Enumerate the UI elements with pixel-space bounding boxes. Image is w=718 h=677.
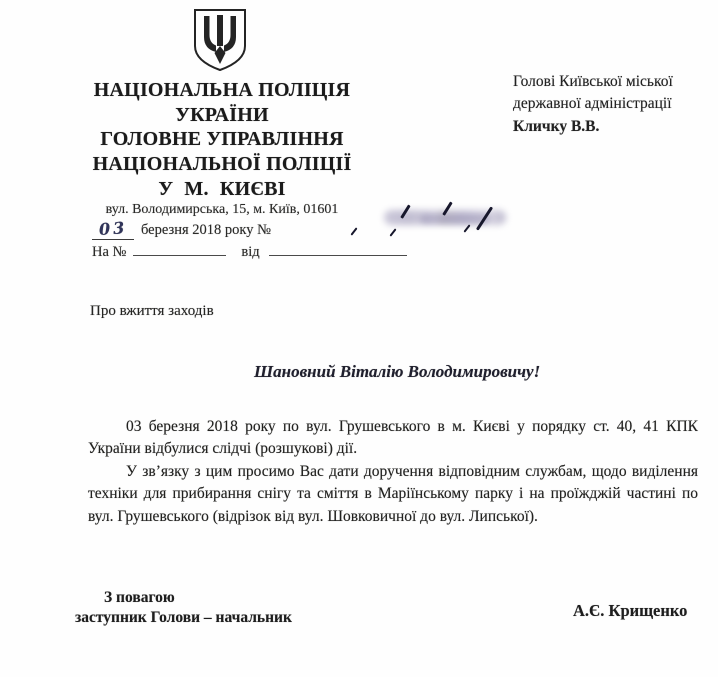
- org-line-2: УКРАЇНИ: [175, 103, 269, 126]
- recipient-line-2: державної адміністрації: [513, 95, 672, 113]
- letterhead-address: вул. Володимирська, 15, м. Київ, 01601: [105, 202, 339, 217]
- signer-position: заступник Голови – начальник: [75, 609, 292, 626]
- pen-tick-mark: [389, 228, 396, 236]
- handwritten-date-day: 03: [92, 219, 134, 240]
- org-line-5: У М. КИЄВІ: [158, 177, 286, 200]
- org-line-3: ГОЛОВНЕ УПРАВЛІННЯ: [100, 128, 344, 151]
- ref-date-blank: [269, 242, 407, 256]
- org-line-1: НАЦІОНАЛЬНА ПОЛІЦІЯ: [93, 79, 351, 101]
- subject-line: Про вжиття заходів: [90, 303, 214, 319]
- pen-tick-mark: [463, 224, 470, 232]
- org-line-4: НАЦІОНАЛЬНОЇ ПОЛІЦІЇ: [92, 153, 352, 176]
- salutation: Шановний Віталію Володимировичу!: [254, 362, 541, 381]
- date-line: [92, 219, 271, 240]
- ukraine-trident-emblem-icon: [193, 9, 247, 71]
- ref-number-blank: [133, 242, 226, 256]
- ref-vid-label: від: [241, 244, 260, 260]
- closing-regards: З повагою: [104, 589, 175, 606]
- body-paragraph-2: У зв’язку з цим просимо Вас дати доручення відповідним службам, щодо виділення техніки для прибирання снігу та сміття в Маріїнському парку і на проїжджій частині по вул. Грушевського (відрізок від вул. Шовковичної до вул. Липської).: [88, 462, 698, 525]
- ref-na-label: На №: [92, 244, 127, 260]
- date-text: березня 2018 року №: [141, 222, 271, 238]
- recipient-block: [513, 71, 711, 138]
- signer-name: А.Є. Крищенко: [573, 601, 688, 620]
- reference-line: [92, 242, 407, 261]
- letter-body: [88, 416, 698, 528]
- body-paragraph-1: 03 березня 2018 року по вул. Грушевського в м. Києві у порядку ст. 40, 41 КПК України відбулися слідчі (розшукові) дії.: [88, 418, 698, 458]
- recipient-name: Кличку В.В.: [513, 117, 600, 135]
- letterhead-org-name: [86, 78, 358, 202]
- recipient-line-1: Голові Київської міської: [513, 73, 673, 90]
- pen-tick-mark: [350, 227, 357, 235]
